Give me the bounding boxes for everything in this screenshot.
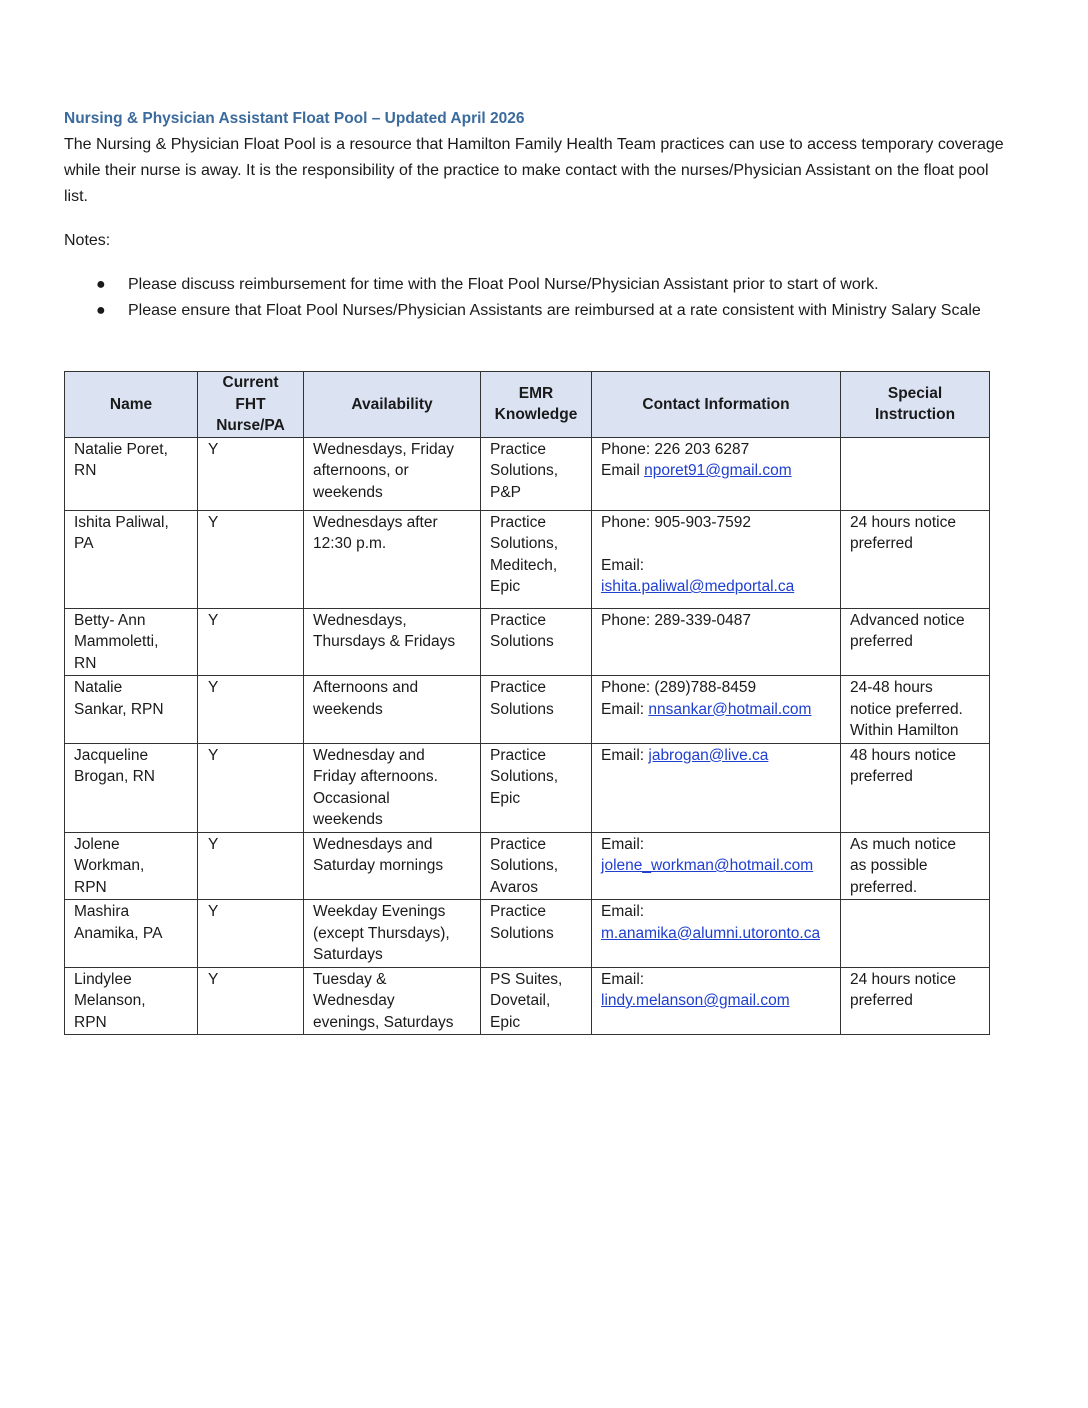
- emr-cell: [481, 437, 592, 510]
- table-row: [65, 510, 990, 608]
- emr-cell-line: Practice: [490, 746, 546, 764]
- email-label: Email:: [601, 556, 645, 574]
- availability-cell-line: Friday afternoons.: [313, 768, 438, 785]
- notes-label: Notes:: [64, 232, 111, 249]
- name-cell-line: Melanson,: [74, 992, 146, 1009]
- availability-cell: [304, 510, 481, 608]
- emr-cell-line: Practice: [490, 611, 546, 629]
- current-cell: Y: [198, 437, 304, 510]
- emr-cell-line: Practice: [490, 679, 546, 696]
- special-instruction-cell-line: preferred: [850, 633, 913, 650]
- table-row: [65, 967, 990, 1035]
- emr-cell: [481, 967, 592, 1035]
- name-cell: [65, 967, 198, 1035]
- special-instruction-cell-line: as possible: [850, 857, 928, 874]
- name-cell: [65, 608, 198, 676]
- emr-cell: [481, 743, 592, 832]
- name-cell-line: Workman,: [74, 857, 145, 874]
- availability-cell: [304, 900, 481, 968]
- document-title: Nursing & Physician Assistant Float Pool – Updated April 2026: [64, 110, 525, 127]
- availability-cell-line: Wednesday and: [313, 746, 425, 764]
- emr-cell-line: Solutions,: [490, 857, 559, 874]
- name-cell-line: RN: [74, 654, 97, 672]
- emr-cell-line: Practice: [490, 513, 546, 531]
- name-cell-line: Brogan, RN: [74, 768, 155, 785]
- contact-cell: [592, 967, 841, 1035]
- email-label: Email:: [601, 835, 645, 853]
- contact-cell: [592, 832, 841, 900]
- availability-cell-line: Wednesdays,: [313, 611, 407, 629]
- note-item: [64, 272, 998, 298]
- availability-cell-line: Wednesdays, Friday: [313, 440, 454, 458]
- contact-gap: [601, 533, 832, 555]
- email-link[interactable]: ishita.paliwal@medportal.ca: [601, 578, 795, 595]
- header-availability: Availability: [304, 372, 481, 438]
- special-instruction-cell-line: As much notice: [850, 835, 956, 853]
- emr-cell-line: Epic: [490, 578, 521, 595]
- table-header-row: [65, 372, 990, 438]
- contact-cell: [592, 900, 841, 968]
- availability-cell-line: Afternoons and: [313, 679, 419, 696]
- special-instruction-cell-line: 24 hours notice: [850, 513, 956, 531]
- availability-cell-line: Wednesday: [313, 992, 395, 1009]
- special-instruction-cell: [841, 676, 990, 744]
- emr-cell-line: Solutions: [490, 633, 554, 650]
- name-cell-line: Anamika, PA: [74, 924, 163, 942]
- availability-cell: [304, 676, 481, 744]
- name-cell: [65, 832, 198, 900]
- header-current: Current FHT Nurse/PA: [198, 372, 304, 438]
- note-item: [64, 298, 998, 324]
- emr-cell: [481, 510, 592, 608]
- current-cell: Y: [198, 832, 304, 900]
- note-text: Please ensure that Float Pool Nurses/Physician Assistants are reimbursed at a rate consistent with Ministry Salary Scale: [128, 302, 981, 319]
- special-instruction-cell-line: 24-48 hours: [850, 679, 933, 696]
- contact-cell: [592, 510, 841, 608]
- name-cell-line: Natalie: [74, 679, 123, 696]
- special-instruction-cell-line: preferred: [850, 535, 913, 552]
- current-cell: Y: [198, 510, 304, 608]
- table-row: [65, 608, 990, 676]
- special-instruction-cell-line: Advanced notice: [850, 611, 965, 629]
- special-instruction-cell: [841, 832, 990, 900]
- availability-cell-line: Saturday mornings: [313, 857, 444, 874]
- availability-cell-line: weekends: [313, 700, 383, 718]
- bullet-icon: ●: [96, 302, 106, 319]
- name-cell-line: Jacqueline: [74, 746, 149, 764]
- phone-text: Phone: 289-339-0487: [601, 611, 751, 629]
- emr-cell: [481, 676, 592, 744]
- availability-cell-line: 12:30 p.m.: [313, 535, 387, 552]
- name-cell-line: RPN: [74, 878, 107, 896]
- availability-cell-line: weekends: [313, 811, 383, 828]
- name-cell-line: Sankar, RPN: [74, 700, 164, 718]
- availability-cell-line: Wednesdays after: [313, 513, 438, 531]
- current-cell: Y: [198, 900, 304, 968]
- emr-cell-line: Meditech,: [490, 556, 558, 574]
- emr-cell: [481, 832, 592, 900]
- special-instruction-cell-line: Within Hamilton: [850, 722, 959, 739]
- name-cell-line: Mammoletti,: [74, 633, 159, 650]
- current-cell: Y: [198, 967, 304, 1035]
- name-cell-line: RN: [74, 462, 97, 479]
- special-instruction-cell-line: preferred.: [850, 878, 918, 896]
- phone-text: Phone: (289)788-8459: [601, 679, 757, 696]
- note-text: Please discuss reimbursement for time with the Float Pool Nurse/Physician Assistant prior to start of work.: [128, 276, 879, 293]
- header-special: Special Instruction: [841, 372, 990, 438]
- special-instruction-cell: [841, 437, 990, 510]
- availability-cell: [304, 832, 481, 900]
- availability-cell-line: afternoons, or: [313, 462, 409, 479]
- phone-text: Phone: 905-903-7592: [601, 513, 751, 531]
- emr-cell-line: Epic: [490, 789, 521, 807]
- name-cell: [65, 743, 198, 832]
- contact-cell: [592, 437, 841, 510]
- header-contact: Contact Information: [592, 372, 841, 438]
- table-row: [65, 743, 990, 832]
- availability-cell-line: Tuesday &: [313, 970, 387, 988]
- emr-cell-line: Solutions: [490, 700, 554, 718]
- email-label: Email:: [601, 746, 649, 764]
- special-instruction-cell: [841, 743, 990, 832]
- availability-cell: [304, 608, 481, 676]
- availability-cell-line: Saturdays: [313, 946, 383, 963]
- name-cell-line: Ishita Paliwal,: [74, 513, 169, 531]
- table-row: [65, 437, 990, 510]
- name-cell-line: PA: [74, 535, 94, 552]
- email-label: Email:: [601, 970, 645, 988]
- emr-cell-line: PS Suites,: [490, 970, 563, 988]
- special-instruction-cell-line: preferred: [850, 992, 913, 1009]
- name-cell-line: Jolene: [74, 835, 120, 853]
- special-instruction-cell-line: 24 hours notice: [850, 970, 956, 988]
- current-cell: Y: [198, 676, 304, 744]
- availability-cell: [304, 967, 481, 1035]
- name-cell: [65, 510, 198, 608]
- bullet-icon: ●: [96, 276, 106, 293]
- availability-cell-line: Thursdays & Fridays: [313, 633, 456, 650]
- contact-cell: [592, 743, 841, 832]
- email-link[interactable]: nnsankar@hotmail.com: [648, 700, 812, 718]
- email-label: Email: [601, 462, 645, 479]
- emr-cell-line: Solutions,: [490, 768, 559, 785]
- emr-cell-line: Solutions,: [490, 462, 559, 479]
- availability-cell-line: (except Thursdays),: [313, 924, 450, 942]
- name-cell-line: Betty- Ann: [74, 611, 146, 629]
- special-instruction-cell-line: notice preferred.: [850, 700, 963, 718]
- notes-list: [64, 272, 1014, 324]
- special-instruction-cell: [841, 608, 990, 676]
- availability-cell-line: Wednesdays and: [313, 835, 433, 853]
- availability-cell-line: Weekday Evenings: [313, 903, 446, 920]
- emr-cell-line: Avaros: [490, 878, 538, 896]
- emr-cell: [481, 608, 592, 676]
- contact-cell: [592, 676, 841, 744]
- header-name: Name: [65, 372, 198, 438]
- intro-paragraph: The Nursing & Physician Float Pool is a resource that Hamilton Family Health Team practices can use to access temporary coverage while their nurse is away. It is the responsibility of the practice to make contact with the nurses/Physician Assistant on the float pool list.: [64, 136, 1004, 205]
- document-page: [64, 106, 1014, 1031]
- current-cell: Y: [198, 608, 304, 676]
- emr-cell-line: Solutions,: [490, 535, 559, 552]
- email-link[interactable]: jabrogan@live.ca: [648, 746, 769, 764]
- float-pool-table: [64, 371, 990, 1035]
- emr-cell-line: Solutions: [490, 924, 554, 942]
- emr-cell: [481, 900, 592, 968]
- availability-cell-line: weekends: [313, 483, 383, 501]
- availability-cell-line: Occasional: [313, 789, 390, 807]
- email-label: Email:: [601, 903, 645, 920]
- email-link[interactable]: m.anamika@alumni.utoronto.ca: [601, 924, 821, 942]
- phone-text: Phone: 226 203 6287: [601, 440, 750, 458]
- table-row: [65, 676, 990, 744]
- email-link[interactable]: lindy.melanson@gmail.com: [601, 992, 790, 1009]
- email-label: Email:: [601, 700, 649, 718]
- special-instruction-cell-line: preferred: [850, 768, 913, 785]
- email-link[interactable]: jolene_workman@hotmail.com: [601, 857, 814, 874]
- special-instruction-cell: [841, 900, 990, 968]
- name-cell-line: RPN: [74, 1013, 107, 1031]
- availability-cell: [304, 437, 481, 510]
- name-cell: [65, 437, 198, 510]
- table-row: [65, 900, 990, 968]
- email-link[interactable]: nporet91@gmail.com: [644, 462, 792, 479]
- availability-cell-line: evenings, Saturdays: [313, 1013, 454, 1031]
- header-emr: EMR Knowledge: [481, 372, 592, 438]
- name-cell-line: Lindylee: [74, 970, 132, 988]
- name-cell-line: Natalie Poret,: [74, 440, 168, 458]
- contact-cell: [592, 608, 841, 676]
- current-cell: Y: [198, 743, 304, 832]
- name-cell-line: Mashira: [74, 903, 130, 920]
- special-instruction-cell-line: 48 hours notice: [850, 746, 956, 764]
- emr-cell-line: Dovetail,: [490, 992, 551, 1009]
- emr-cell-line: Epic: [490, 1013, 521, 1031]
- special-instruction-cell: [841, 510, 990, 608]
- name-cell: [65, 676, 198, 744]
- emr-cell-line: Practice: [490, 835, 546, 853]
- table-body: [65, 437, 990, 1035]
- table-row: [65, 832, 990, 900]
- emr-cell-line: Practice: [490, 440, 546, 458]
- name-cell: [65, 900, 198, 968]
- emr-cell-line: P&P: [490, 483, 522, 501]
- special-instruction-cell: [841, 967, 990, 1035]
- availability-cell: [304, 743, 481, 832]
- emr-cell-line: Practice: [490, 903, 546, 920]
